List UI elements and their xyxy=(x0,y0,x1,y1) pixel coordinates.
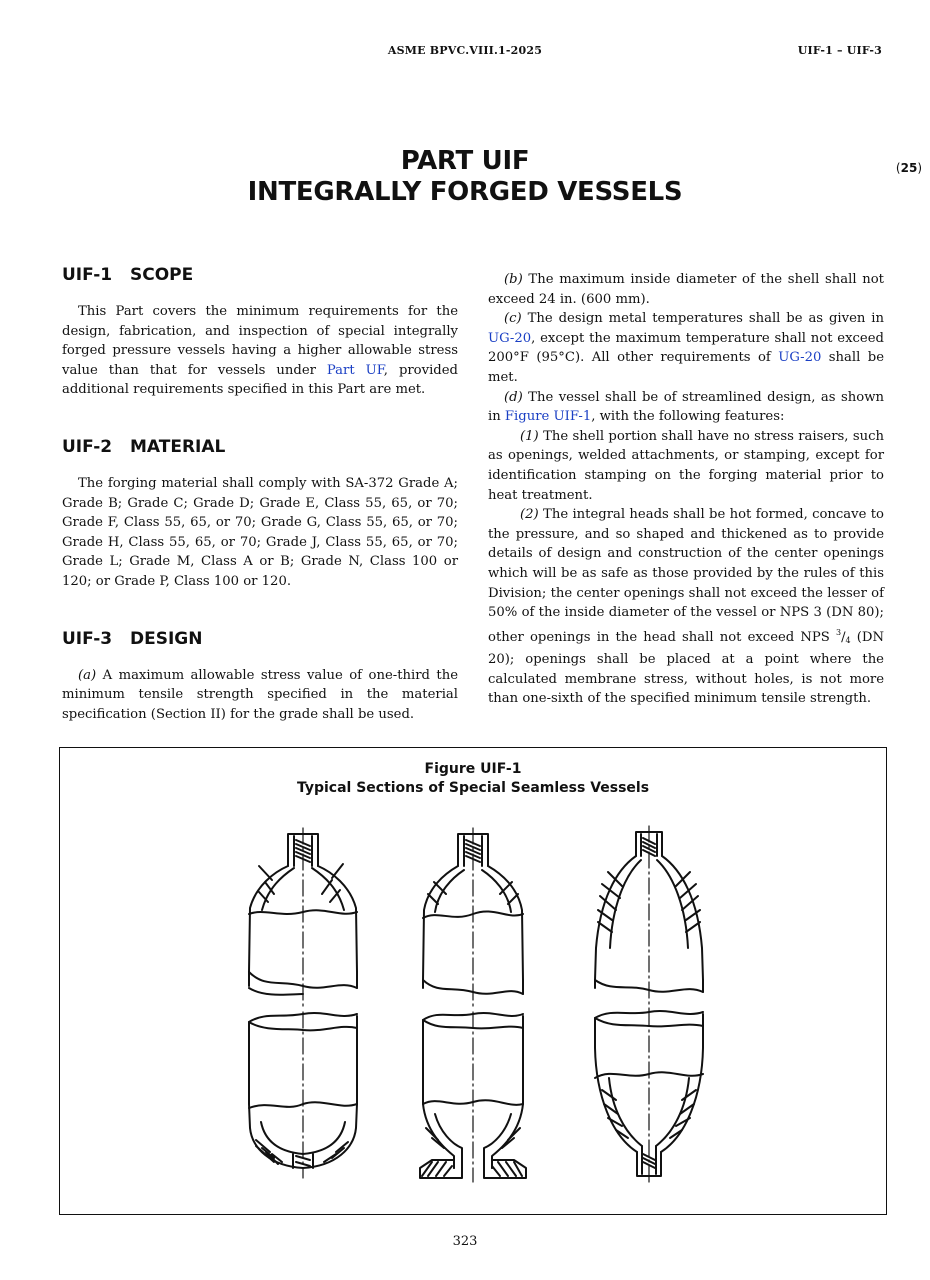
item-text: , except the maximum temperature shall not exceed 200°F (95°C). All other requirements of xyxy=(488,330,884,366)
vessel-sections-drawing xyxy=(60,748,886,1214)
right-column xyxy=(488,270,884,709)
part-title-line1: PART UIF xyxy=(400,146,530,176)
section-heading-material xyxy=(62,438,458,460)
left-column xyxy=(62,266,458,724)
revision-marker: (25) xyxy=(895,161,922,175)
item-label: (2) xyxy=(520,507,539,523)
design-item-d2: (2) The integral heads shall be hot formed, concave to the pressure, and so shaped and thickened as to provide details of design and construction of the center openings which will be as safe as those provided by the rules of this Division; the center openings shall not exceed the lesser of 50% of the inside diameter of the vessel or NPS 3 (DN 80); other openings in the head shall not exceed NPS $^3/_4$ (DN 20); openings shall be placed at a point where the calculated membrane stress, without holes, is not more than one-sixth of the specified minimum tensile strength. xyxy=(488,507,884,707)
item-text: shall be met. xyxy=(488,350,884,385)
figure-box xyxy=(59,747,887,1215)
ug-20-link[interactable]: UG-20 xyxy=(488,330,532,346)
item-text: The shell portion shall have no stress raisers, such as openings, welded attachments, or stamping, except for identification stamping on the forging material prior to heat treatment. xyxy=(488,428,884,503)
item-text: (DN 20); openings shall be placed at a point where the calculated membrane stress, without holes, is not more than one-sixth of the specified minimum tensile strength. xyxy=(488,629,884,707)
running-header-title: ASME BPVC.VIII.1-2025 xyxy=(387,44,543,57)
section-title: SCOPE xyxy=(130,265,194,285)
vessel-1-upper xyxy=(249,828,357,1010)
design-item-d xyxy=(488,388,884,427)
vessel-2-upper xyxy=(423,828,523,1010)
fraction-denominator: 4 xyxy=(845,635,851,645)
running-header-range: UIF-1 – UIF-3 xyxy=(797,44,882,57)
design-item-c xyxy=(488,309,884,387)
vessel-1-lower xyxy=(249,1012,357,1178)
vessel-2-lower xyxy=(420,1012,526,1182)
item-text: The vessel shall be of streamlined design, as shown in xyxy=(488,389,884,425)
section-title: DESIGN xyxy=(130,628,203,649)
scope-text: This Part covers the minimum requirements for the design, fabrication, and inspection of special integrally forged pressure vessels having a higher allowable stress value than that for vessels under xyxy=(62,304,458,378)
section-number: UIF-2 xyxy=(62,436,113,457)
figure-caption: Typical Sections of Special Seamless Vessels xyxy=(296,780,650,796)
vessel-3-upper xyxy=(595,826,703,1010)
ug-20-link[interactable]: UG-20 xyxy=(778,350,822,366)
item-label: (b) xyxy=(504,272,523,287)
scope-text-end: , provided additional requirements specified in this Part are met. xyxy=(62,362,458,398)
fraction-numerator: 3 xyxy=(835,627,842,637)
section-title: MATERIAL xyxy=(130,436,226,457)
section-heading-design xyxy=(62,630,458,652)
vessel-3-lower xyxy=(595,1010,703,1182)
figure-uif-1-link[interactable]: Figure UIF-1 xyxy=(504,409,592,425)
part-uf-link[interactable]: Part UF xyxy=(326,362,384,378)
section-number: UIF-1 xyxy=(62,265,113,285)
figure-label: Figure UIF-1 xyxy=(424,761,522,777)
item-text: The integral heads shall be hot formed, concave to the pressure, and so shaped and thickened as to provide details of design and construction of the center openings which will be as safe as those provided by the rules of this Division; the center openings shall not exceed the lesser of 50% of the inside diameter of the vessel or NPS 3 (DN 80); other openings in the head shall not exceed NPS xyxy=(488,507,884,645)
section-number: UIF-3 xyxy=(62,628,113,649)
design-item-a xyxy=(62,666,458,725)
material-paragraph: The forging material shall comply with SA-372 Grade A; Grade B; Grade C; Grade D; Grade E, Class 55, 65, or 70; Grade F, Class 55, 65, or 70; Grade G, Class 55, 65, or 70; Grade H, Class 55, 65, or 70; Grade J, Class 55, 65, or 70; Grade L; Grade M, Class A or B; Grade N, Class 100 or 120; or Grade P, Class 100 or 120. xyxy=(62,475,458,589)
item-text: The design metal temperatures shall be as given in xyxy=(521,311,884,327)
item-label: (1) xyxy=(520,428,539,444)
page-number: 323 xyxy=(452,1234,478,1249)
item-text: A maximum allowable stress value of one-third the minimum tensile strength specified in the material specification (Section II) for the grade shall be used. xyxy=(62,667,458,722)
part-title-line2: INTEGRALLY FORGED VESSELS xyxy=(247,177,683,207)
item-label: (c) xyxy=(504,311,522,327)
part-title xyxy=(0,146,930,208)
item-text: , with the following features: xyxy=(591,409,785,425)
item-label: (a) xyxy=(78,667,97,683)
revision-number: 25 xyxy=(900,161,918,175)
item-text: The maximum inside diameter of the shell shall not exceed 24 in. (600 mm). xyxy=(488,272,884,307)
item-label: (d) xyxy=(504,389,523,405)
section-heading-scope xyxy=(62,266,458,288)
scope-paragraph xyxy=(62,302,458,400)
design-item-d1 xyxy=(488,427,884,505)
design-item-b xyxy=(488,270,884,309)
